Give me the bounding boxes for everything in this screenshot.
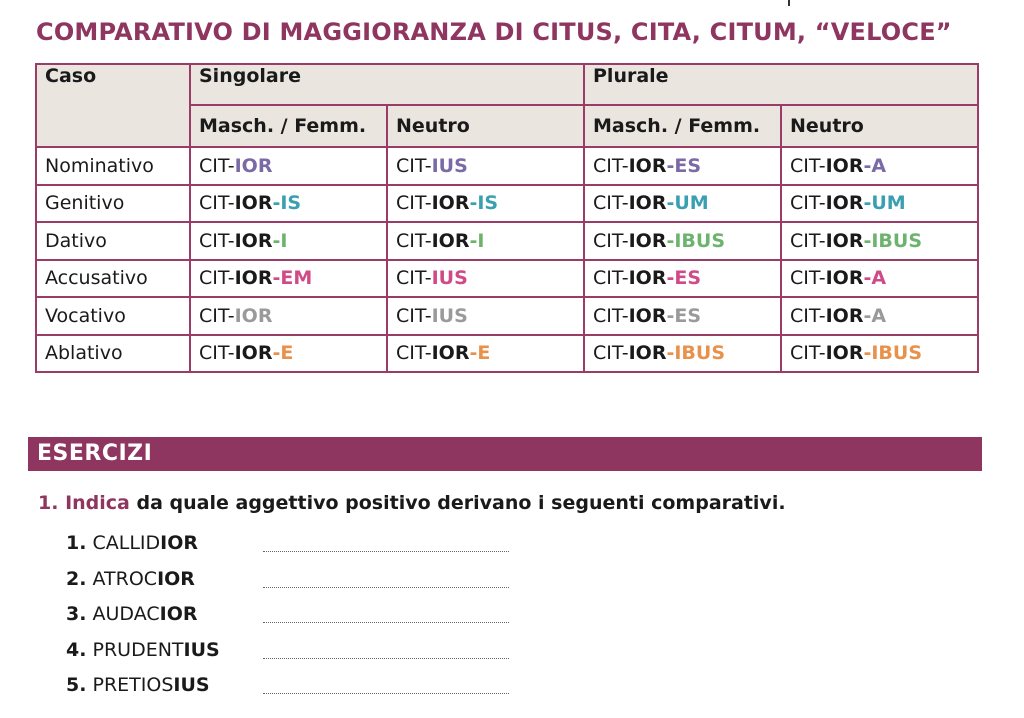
answer-line[interactable] xyxy=(263,587,509,588)
form-cell xyxy=(190,260,387,298)
page-edge-mark xyxy=(788,0,790,6)
form-root: CIT- xyxy=(790,267,826,290)
form-cell xyxy=(190,297,387,335)
form-ending: I xyxy=(280,229,288,252)
form-separator: - xyxy=(666,192,675,215)
list-item xyxy=(66,568,526,604)
form-comparative-infix: IOR xyxy=(628,154,667,177)
form-root: CIT- xyxy=(199,267,235,290)
form-separator: - xyxy=(863,154,872,177)
form-root: CIT- xyxy=(199,229,235,252)
form-separator: - xyxy=(666,304,675,327)
form-cell xyxy=(781,297,978,335)
form-root: CIT- xyxy=(790,192,826,215)
form-ending: IBUS xyxy=(674,342,726,365)
form-separator: - xyxy=(666,154,675,177)
form-ending: IUS xyxy=(431,267,468,290)
item-word: CALLID xyxy=(92,532,161,554)
form-separator: - xyxy=(666,229,675,252)
exercise-question xyxy=(38,492,786,514)
form-cell xyxy=(584,260,781,298)
header-singolare: Singolare xyxy=(190,64,584,105)
form-comparative-infix: IOR xyxy=(825,304,864,327)
form-ending: E xyxy=(477,342,491,365)
item-number: 5. xyxy=(66,674,87,696)
form-root: CIT- xyxy=(790,154,826,177)
form-comparative-infix: IOR xyxy=(628,304,667,327)
form-comparative-infix: IOR xyxy=(628,267,667,290)
form-separator: - xyxy=(863,267,872,290)
form-separator: - xyxy=(863,229,872,252)
form-root: CIT- xyxy=(396,192,432,215)
form-comparative-infix: IOR xyxy=(431,342,470,365)
form-root: CIT- xyxy=(396,342,432,365)
form-cell xyxy=(584,297,781,335)
table-row xyxy=(36,222,978,260)
form-separator: - xyxy=(469,192,478,215)
form-root: CIT- xyxy=(396,229,432,252)
form-ending: IOR xyxy=(234,154,273,177)
form-cell xyxy=(584,222,781,260)
form-root: CIT- xyxy=(593,154,629,177)
answer-line[interactable] xyxy=(263,551,509,552)
header-plurale: Plurale xyxy=(584,64,978,105)
form-comparative-infix: IOR xyxy=(234,342,273,365)
form-cell xyxy=(781,185,978,223)
list-item xyxy=(66,674,526,710)
item-word: AUDAC xyxy=(92,603,160,625)
form-root: CIT- xyxy=(199,154,235,177)
form-ending: EM xyxy=(280,267,313,290)
form-cell xyxy=(584,147,781,185)
form-root: CIT- xyxy=(199,304,235,327)
table-row xyxy=(36,185,978,223)
form-root: CIT- xyxy=(396,154,432,177)
form-root: CIT- xyxy=(396,304,432,327)
case-name: Accusativo xyxy=(36,260,190,298)
answer-line[interactable] xyxy=(263,658,509,659)
form-root: CIT- xyxy=(199,342,235,365)
list-item xyxy=(66,639,526,675)
form-cell xyxy=(387,335,584,373)
form-ending: E xyxy=(280,342,294,365)
header-caso: Caso xyxy=(36,64,190,147)
item-number: 1. xyxy=(66,532,87,554)
form-ending: IBUS xyxy=(871,342,923,365)
form-root: CIT- xyxy=(790,342,826,365)
item-word: PRUDENT xyxy=(92,638,184,661)
item-word: ATROC xyxy=(92,567,158,590)
form-ending: A xyxy=(871,267,887,290)
subheader-plur-mf: Masch. / Femm. xyxy=(584,105,781,147)
form-ending: ES xyxy=(674,304,702,327)
form-comparative-infix: IOR xyxy=(234,192,273,215)
table-row xyxy=(36,335,978,373)
form-root: CIT- xyxy=(593,192,629,215)
exercise-items xyxy=(66,532,526,710)
subheader-sing-n: Neutro xyxy=(387,105,584,147)
item-number: 3. xyxy=(66,603,87,625)
answer-line[interactable] xyxy=(263,693,509,694)
item-suffix: IOR xyxy=(160,532,199,554)
form-cell xyxy=(387,297,584,335)
item-suffix: IOR xyxy=(157,567,195,590)
form-cell xyxy=(387,260,584,298)
question-number: 1. xyxy=(38,492,59,514)
form-cell xyxy=(584,335,781,373)
table-row xyxy=(36,147,978,185)
form-comparative-infix: IOR xyxy=(431,229,470,252)
form-cell xyxy=(190,185,387,223)
form-cell xyxy=(387,185,584,223)
form-comparative-infix: IOR xyxy=(825,229,864,252)
form-separator: - xyxy=(863,304,872,327)
item-suffix: IUS xyxy=(173,674,210,696)
question-verb: Indica xyxy=(65,492,130,514)
form-separator: - xyxy=(863,192,872,215)
form-root: CIT- xyxy=(593,267,629,290)
subheader-sing-mf: Masch. / Femm. xyxy=(190,105,387,147)
case-name: Dativo xyxy=(36,222,190,260)
form-comparative-infix: IOR xyxy=(234,267,273,290)
case-name: Vocativo xyxy=(36,297,190,335)
form-comparative-infix: IOR xyxy=(825,154,864,177)
case-name: Ablativo xyxy=(36,335,190,373)
form-ending: IS xyxy=(477,192,499,215)
form-root: CIT- xyxy=(790,304,826,327)
form-cell xyxy=(190,222,387,260)
form-cell xyxy=(781,335,978,373)
form-ending: IUS xyxy=(431,154,468,177)
subheader-plur-n: Neutro xyxy=(781,105,978,147)
form-comparative-infix: IOR xyxy=(431,192,470,215)
form-comparative-infix: IOR xyxy=(825,342,864,365)
form-separator: - xyxy=(272,267,281,290)
item-number: 2. xyxy=(66,567,87,590)
form-separator: - xyxy=(863,342,872,365)
form-comparative-infix: IOR xyxy=(825,267,864,290)
form-separator: - xyxy=(666,342,675,365)
form-comparative-infix: IOR xyxy=(628,229,667,252)
esercizi-bar xyxy=(28,437,982,471)
form-ending: ES xyxy=(674,154,702,177)
declension-table xyxy=(35,63,979,373)
item-suffix: IUS xyxy=(183,638,220,661)
answer-line[interactable] xyxy=(263,622,509,623)
item-word: PRETIOS xyxy=(92,674,174,696)
list-item xyxy=(66,603,526,639)
form-separator: - xyxy=(469,342,478,365)
form-comparative-infix: IOR xyxy=(628,342,667,365)
form-root: CIT- xyxy=(199,192,235,215)
form-separator: - xyxy=(272,229,281,252)
form-ending: A xyxy=(871,154,887,177)
item-number: 4. xyxy=(66,638,87,661)
page-title: COMPARATIVO DI MAGGIORANZA DI CITUS, CITA, CITUM, “VELOCE” xyxy=(36,18,952,46)
table-row xyxy=(36,260,978,298)
form-cell xyxy=(781,147,978,185)
list-item xyxy=(66,532,526,568)
form-ending: IUS xyxy=(431,304,468,327)
form-ending: IBUS xyxy=(674,229,726,252)
case-name: Genitivo xyxy=(36,185,190,223)
form-ending: IS xyxy=(280,192,302,215)
form-root: CIT- xyxy=(790,229,826,252)
item-suffix: IOR xyxy=(159,603,198,625)
form-ending: A xyxy=(871,304,887,327)
form-cell xyxy=(387,222,584,260)
form-root: CIT- xyxy=(593,304,629,327)
form-ending: I xyxy=(477,229,485,252)
form-separator: - xyxy=(272,342,281,365)
form-ending: IBUS xyxy=(871,229,923,252)
form-ending: IOR xyxy=(234,304,273,327)
form-ending: ES xyxy=(674,267,702,290)
form-cell xyxy=(781,260,978,298)
form-root: CIT- xyxy=(593,342,629,365)
form-ending: UM xyxy=(871,192,906,215)
form-cell xyxy=(781,222,978,260)
form-separator: - xyxy=(469,229,478,252)
case-name: Nominativo xyxy=(36,147,190,185)
form-cell xyxy=(190,335,387,373)
form-ending: UM xyxy=(674,192,709,215)
table-body xyxy=(36,147,978,372)
form-cell xyxy=(584,185,781,223)
esercizi-heading: ESERCIZI xyxy=(37,441,153,466)
form-separator: - xyxy=(666,267,675,290)
form-cell xyxy=(387,147,584,185)
form-comparative-infix: IOR xyxy=(628,192,667,215)
question-text: da quale aggettivo positivo derivano i seguenti comparativi. xyxy=(136,492,786,514)
form-root: CIT- xyxy=(396,267,432,290)
form-separator: - xyxy=(272,192,281,215)
table-row xyxy=(36,297,978,335)
form-comparative-infix: IOR xyxy=(825,192,864,215)
form-cell xyxy=(190,147,387,185)
form-comparative-infix: IOR xyxy=(234,229,273,252)
form-root: CIT- xyxy=(593,229,629,252)
